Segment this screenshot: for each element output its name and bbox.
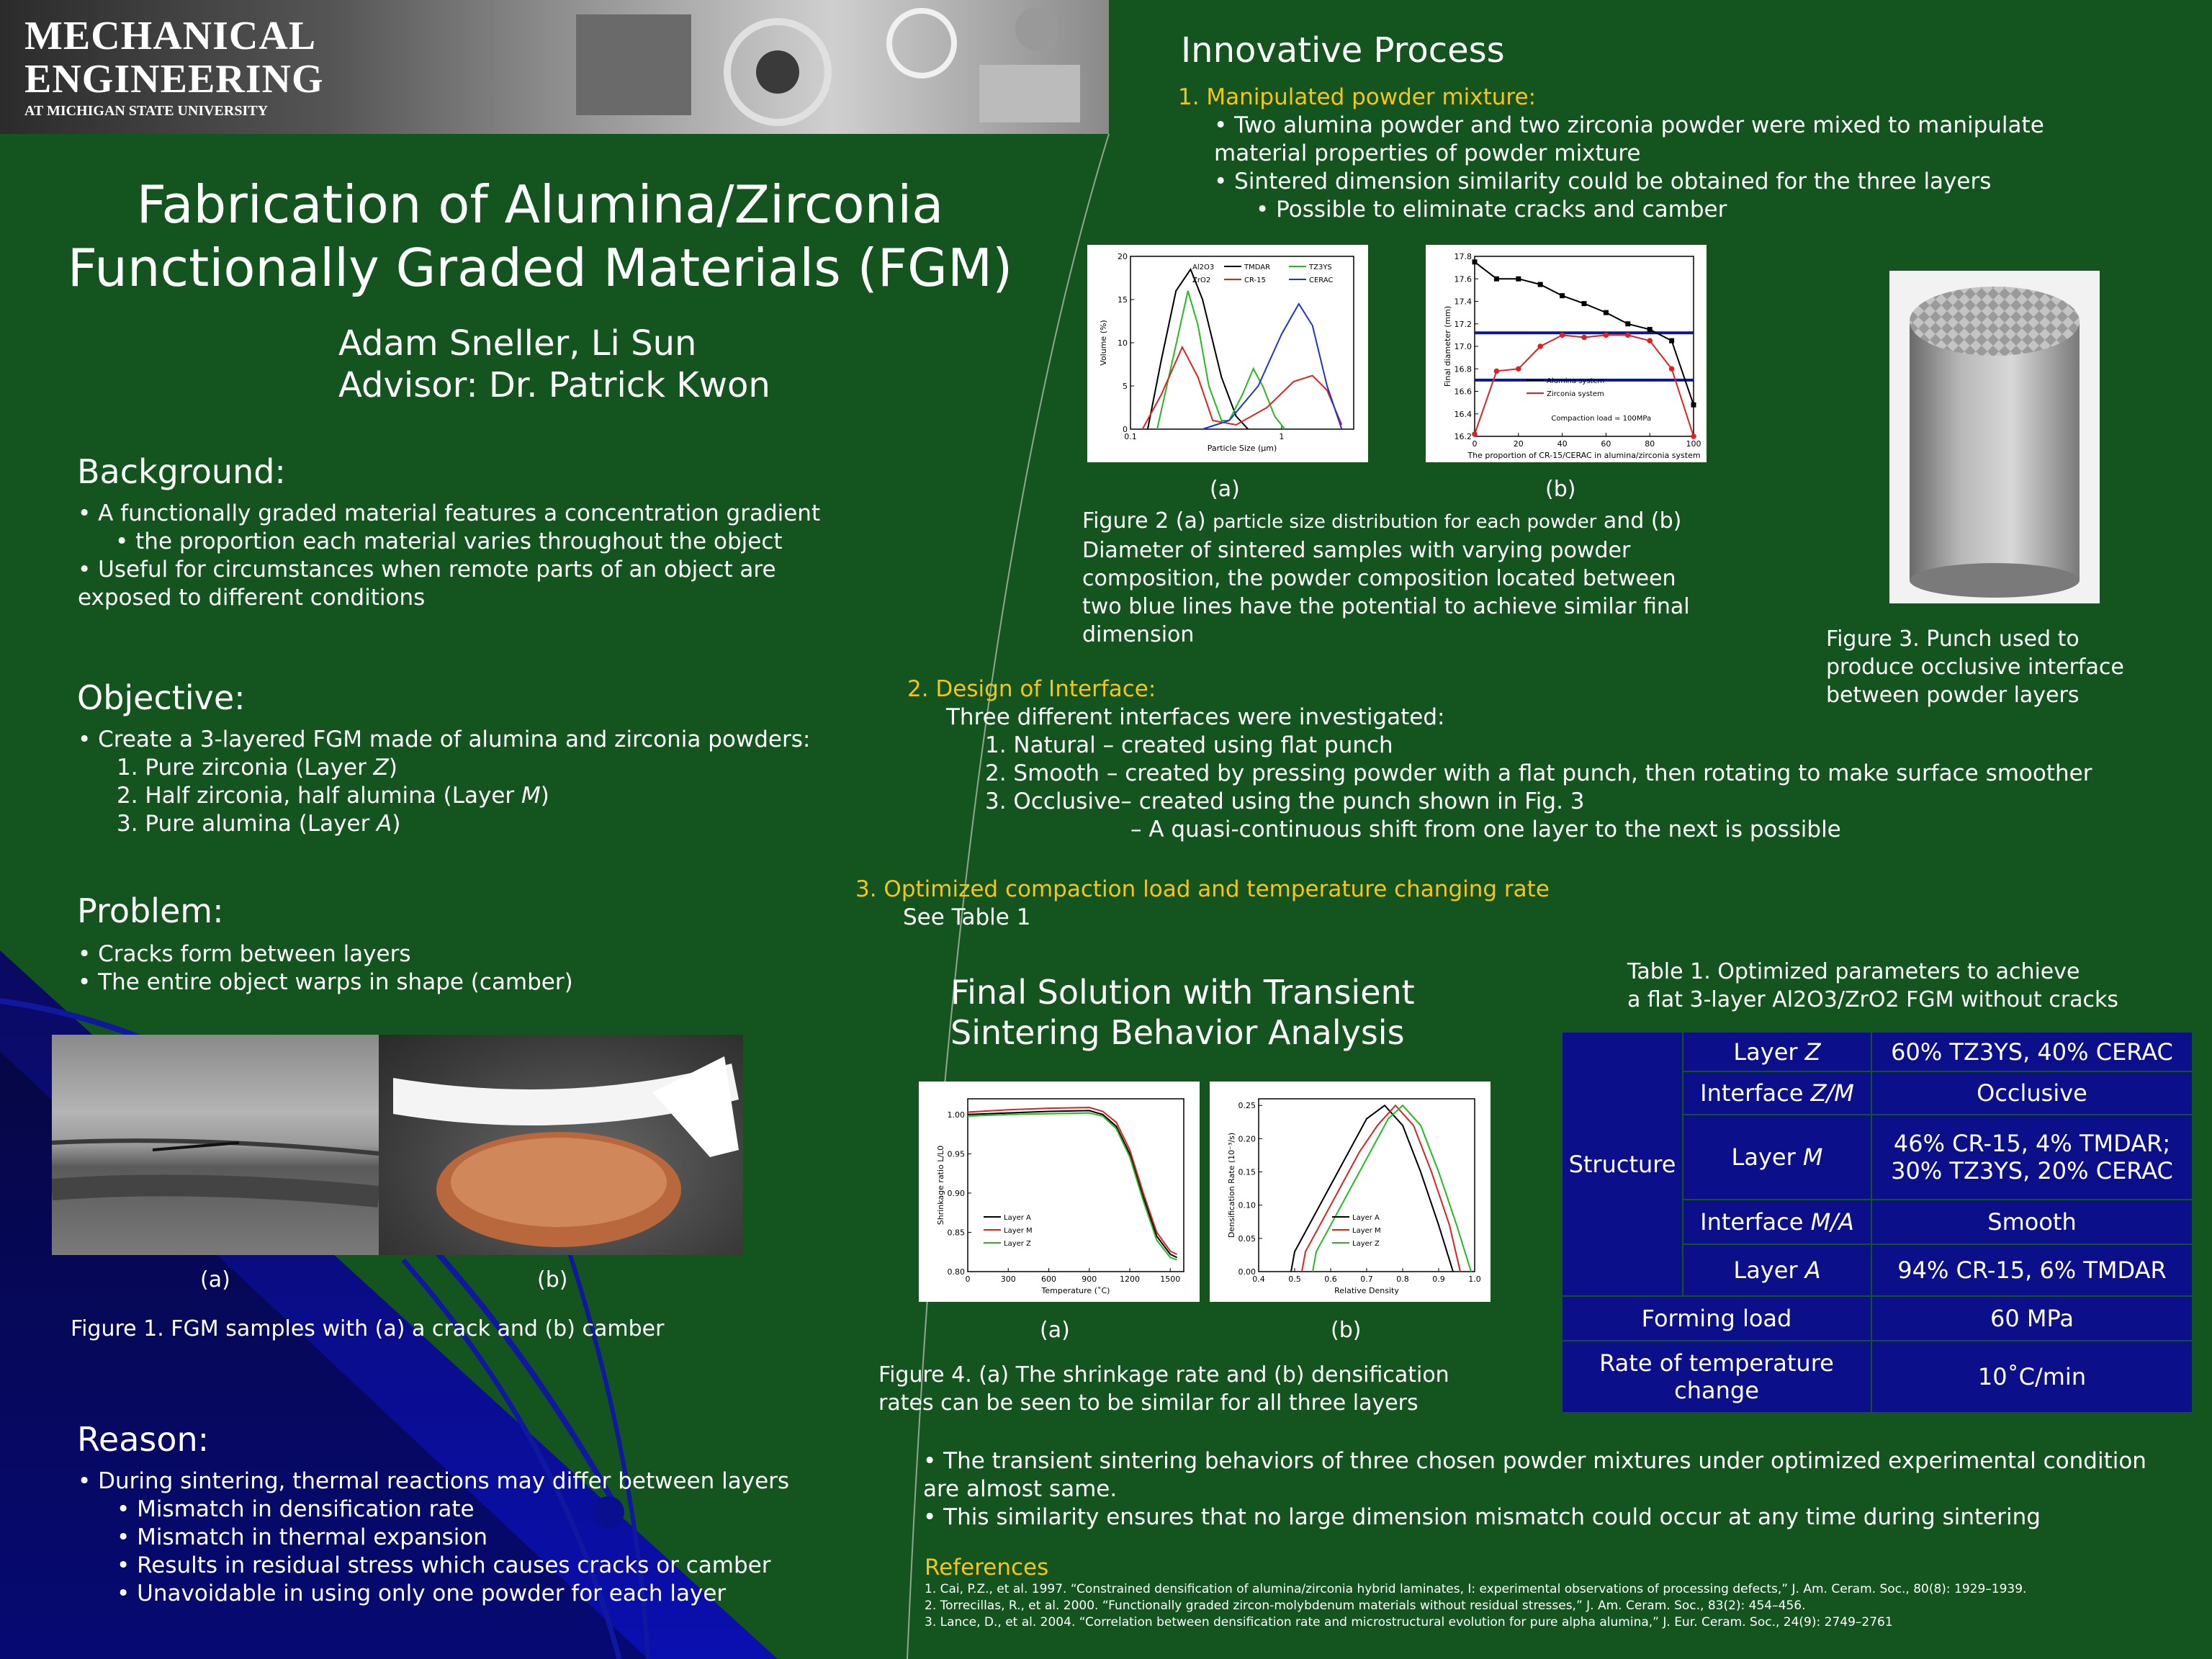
- optimized-see: See Table 1: [903, 904, 1031, 930]
- x-tick-label: 60: [1601, 439, 1611, 449]
- figure4a-svg: [919, 1082, 1200, 1302]
- legend-label: Layer Z: [1004, 1240, 1031, 1248]
- y-tick-label: 10: [1118, 338, 1128, 348]
- data-point: [1691, 433, 1696, 439]
- y-tick-label: 16.8: [1454, 364, 1472, 374]
- legend-group-label: Al2O3: [1192, 264, 1215, 271]
- table-row: Layer A 94% CR-15, 6% TMDAR: [1562, 1244, 2193, 1296]
- y-tick-label: 0.15: [1238, 1167, 1256, 1177]
- x-axis-label: Temperature (˚C): [1041, 1286, 1110, 1295]
- reference-2: 2. Torrecillas, R., et al. 2000. “Functionally graded zircon-molybdenum materials without residual stresses,” J. Am. Ceram. Soc., 83(2): 454–456.: [925, 1599, 1806, 1613]
- legend-label: Zirconia system: [1547, 390, 1604, 398]
- legend-label: Layer A: [1352, 1214, 1380, 1222]
- data-point: [1538, 282, 1543, 287]
- reason-bullet-1: • During sintering, thermal reactions may differ between layers: [78, 1468, 790, 1494]
- process-1-bullet-1: • Two alumina powder and two zirconia powder were mixed to manipulate: [1214, 112, 2044, 138]
- process-1-bullet-2: • Sintered dimension similarity could be obtained for the three layers: [1214, 168, 1992, 194]
- x-tick-label: 0.7: [1360, 1274, 1373, 1284]
- engine-image: [403, 0, 1109, 134]
- table-row: Rate of temperature change 10˚C/min: [1562, 1341, 2193, 1413]
- plot-frame: [1475, 256, 1694, 436]
- design-item-2: 2. Smooth – created by pressing powder with a flat punch, then rotating to make surface smoother: [985, 760, 2092, 786]
- y-tick-label: 0.00: [1238, 1267, 1256, 1277]
- background-bullet-1a: • the proportion each material varies throughout the object: [115, 529, 783, 554]
- legend-label: Layer Z: [1352, 1240, 1380, 1248]
- legend-label: Alumina system: [1547, 377, 1605, 385]
- data-point: [1582, 301, 1587, 306]
- design-section: [907, 675, 2092, 844]
- x-axis-label: The proportion of CR-15/CERAC in alumina/zirconia system: [1467, 451, 1701, 460]
- references: [925, 1554, 2026, 1631]
- title-line-1: Fabrication of Alumina/Zirconia: [136, 174, 944, 235]
- series-line-layer-z: [968, 1113, 1177, 1260]
- process-1-title: 1. Manipulated powder mixture:: [1178, 84, 1537, 110]
- process-1-bullet-3: • Possible to eliminate cracks and camber: [1256, 197, 1727, 222]
- reference-1: 1. Cai, P.Z., et al. 1997. “Constrained densification of alumina/zirconia hybrid laminates, I: experimental observations of processing defects,” J. Am. Ceram. Soc., 80(8): 1929–1939.: [925, 1582, 2027, 1596]
- structure-cell: Structure: [1562, 1032, 1683, 1296]
- author-names: Adam Sneller, Li Sun: [338, 323, 697, 364]
- figure2a-svg: [1087, 245, 1368, 462]
- y-axis-label: Volume (%): [1099, 320, 1108, 366]
- x-tick-label: 20: [1513, 439, 1524, 449]
- x-tick-label: 900: [1082, 1274, 1097, 1284]
- x-tick-label: 1200: [1120, 1274, 1140, 1284]
- y-tick-label: 0.10: [1238, 1200, 1256, 1210]
- logo-line-1: MECHANICAL: [24, 14, 317, 58]
- innovative-body: [1178, 84, 2044, 224]
- figure2b-svg: [1426, 245, 1707, 462]
- data-point: [1472, 431, 1478, 437]
- objective-bullet: • Create a 3-layered FGM made of alumina and zirconia powders:: [78, 727, 811, 752]
- background-bullet-2: • Useful for circumstances when remote parts of an object are: [78, 557, 776, 583]
- y-tick-label: 16.2: [1454, 432, 1472, 441]
- data-point: [1625, 321, 1630, 326]
- data-point: [1625, 333, 1631, 338]
- optimized-title: 3. Optimized compaction load and temperature changing rate: [855, 876, 1550, 902]
- background-body: [78, 500, 820, 612]
- figure1-label-b: (b): [537, 1267, 568, 1292]
- department-logo: [24, 16, 324, 118]
- y-axis-label: Final diameter (mm): [1443, 305, 1452, 387]
- y-tick-label: 0.95: [947, 1149, 965, 1159]
- data-point: [1647, 327, 1653, 332]
- title-line-2: Functionally Graded Materials (FGM): [67, 238, 1013, 298]
- data-point: [1647, 338, 1653, 343]
- x-tick-label: 40: [1557, 439, 1568, 449]
- legend-label: TMDAR: [1244, 264, 1271, 271]
- data-point: [1560, 333, 1565, 338]
- reason-body: [78, 1467, 789, 1608]
- series-line-layer-m: [968, 1107, 1177, 1254]
- x-tick-label: 1.0: [1468, 1274, 1481, 1284]
- final-heading: Final Solution with Transient Sintering Behavior Analysis: [950, 973, 1415, 1052]
- x-tick-label: 0: [1472, 439, 1478, 449]
- background-bullet-1: • A functionally graded material features a concentration gradient: [78, 500, 821, 526]
- x-tick-label: 1500: [1160, 1274, 1181, 1284]
- optimized-section: [855, 876, 1550, 932]
- figure1-caption: Figure 1. FGM samples with (a) a crack and (b) camber: [71, 1316, 665, 1341]
- x-axis-label: Relative Density: [1334, 1286, 1399, 1295]
- reference-3: 3. Lance, D., et al. 2004. “Correlation between densification rate and microstructural evolution for pure alpha alumina,” J. Eur. Ceram. Soc., 24(9): 2749–2761: [925, 1615, 1893, 1629]
- y-tick-label: 0.85: [947, 1228, 965, 1238]
- references-heading: References: [925, 1555, 1049, 1581]
- figure4-caption: Figure 4. (a) The shrinkage rate and (b) densification rates can be seen to be similar for all three layers: [878, 1362, 1449, 1416]
- figure4b-svg: [1210, 1082, 1491, 1302]
- logo-line-3: AT MICHIGAN STATE UNIVERSITY: [24, 103, 269, 119]
- y-tick-label: 0.80: [947, 1267, 965, 1277]
- chart-annotation: Compaction load = 100MPa: [1551, 415, 1652, 423]
- figure1-label-a: (a): [200, 1267, 230, 1292]
- innovative-heading: Innovative Process: [1181, 30, 1505, 71]
- figure3-punch-photo: [1889, 271, 2100, 603]
- data-point: [1669, 366, 1675, 372]
- reason-bullet-1a: • Mismatch in densification rate: [117, 1496, 475, 1522]
- parameters-table: [1561, 1031, 2193, 1413]
- figure4b-chart: [1210, 1082, 1491, 1302]
- conclusion-bullet-2: • This similarity ensures that no large dimension mismatch could occur at any time during sintering: [923, 1504, 2041, 1530]
- plot-frame: [968, 1099, 1184, 1272]
- x-tick-label: 600: [1041, 1274, 1056, 1284]
- y-tick-label: 17.8: [1454, 252, 1472, 261]
- reason-heading: Reason:: [77, 1420, 210, 1459]
- figure1b-camber-photo: [379, 1035, 743, 1255]
- data-point: [1691, 403, 1696, 408]
- y-tick-label: 16.6: [1454, 387, 1472, 397]
- objective-body: [78, 726, 810, 838]
- y-tick-label: 16.4: [1454, 409, 1472, 419]
- reason-bullet-1b: • Mismatch in thermal expansion: [117, 1524, 487, 1550]
- data-point: [1604, 333, 1609, 338]
- data-point: [1494, 369, 1500, 374]
- table-row: Structure Layer Z 60% TZ3YS, 40% CERAC: [1562, 1032, 2193, 1071]
- table-row: Interface Z/M Occlusive: [1562, 1071, 2193, 1115]
- objective-heading: Objective:: [77, 678, 246, 717]
- y-tick-label: 17.6: [1454, 274, 1472, 284]
- conclusion-bullet-1: • The transient sintering behaviors of three chosen powder mixtures under optimized experimental condition: [923, 1448, 2146, 1474]
- x-tick-label: 100: [1686, 439, 1701, 449]
- y-tick-label: 0.05: [1238, 1233, 1256, 1244]
- x-tick-label: 0.8: [1396, 1274, 1409, 1284]
- figure2-caption: Figure 2 (a) particle size distribution for each powder and (b) Diameter of sintered samples with varying powder composition, the powder composition located between two blue lines have the potential to achieve similar final dimension: [1082, 508, 1690, 647]
- x-tick-label: 1: [1279, 432, 1285, 441]
- table1-caption: Table 1. Optimized parameters to achieve a flat 3-layer Al2O3/ZrO2 FGM without cracks: [1627, 959, 2119, 1012]
- background-heading: Background:: [77, 452, 286, 491]
- data-point: [1537, 343, 1543, 349]
- figure4-label-a: (a): [1040, 1318, 1070, 1343]
- y-axis-label: Shrinkage ratio L/L0: [936, 1145, 945, 1226]
- figure3-caption: Figure 3. Punch used to produce occlusive interface between powder layers: [1826, 626, 2124, 708]
- data-point: [1560, 293, 1565, 298]
- legend-label: CERAC: [1309, 276, 1334, 284]
- problem-bullet-2: • The entire object warps in shape (camber): [78, 969, 573, 995]
- y-tick-label: 17.2: [1454, 319, 1472, 329]
- series-line-layer-z: [1313, 1105, 1471, 1272]
- authors: [338, 323, 770, 406]
- legend-label: TZ3YS: [1309, 264, 1332, 271]
- data-point: [1516, 276, 1521, 282]
- reason-bullet-1d: • Unavoidable in using only one powder for each layer: [117, 1581, 727, 1606]
- design-item-3: 3. Occlusive– created using the punch shown in Fig. 3: [985, 788, 1585, 814]
- figure2-label-a: (a): [1210, 477, 1240, 502]
- y-tick-label: 5: [1123, 382, 1128, 391]
- data-point: [1669, 338, 1674, 343]
- objective-item-1: 1. Pure zirconia (Layer Z): [117, 755, 398, 781]
- x-tick-label: 80: [1645, 439, 1655, 449]
- figure2b-chart: [1426, 245, 1707, 462]
- series-line-layer-m: [1302, 1105, 1460, 1272]
- table-row: Layer M 46% CR-15, 4% TMDAR; 30% TZ3YS, 20% CERAC: [1562, 1115, 2193, 1200]
- x-tick-label: 0.5: [1288, 1274, 1301, 1284]
- figure4a-chart: [919, 1082, 1200, 1302]
- problem-body: [78, 940, 573, 997]
- legend-label: Layer A: [1004, 1214, 1031, 1222]
- data-point: [1473, 259, 1478, 264]
- advisor: Advisor: Dr. Patrick Kwon: [338, 365, 770, 405]
- series-line-layer-a: [968, 1110, 1177, 1257]
- problem-heading: Problem:: [77, 891, 224, 930]
- figure4-label-b: (b): [1331, 1318, 1362, 1343]
- design-title: 2. Design of Interface:: [907, 676, 1156, 702]
- legend-label: CR-15: [1244, 276, 1266, 284]
- y-axis-label: Densification Rate (10⁻³/s): [1227, 1132, 1236, 1238]
- figure2-label-b: (b): [1545, 477, 1576, 502]
- x-tick-label: 0.9: [1432, 1274, 1445, 1284]
- objective-item-3: 3. Pure alumina (Layer A): [117, 811, 401, 837]
- table-row: Interface M/A Smooth: [1562, 1200, 2193, 1244]
- problem-bullet-1: • Cracks form between layers: [78, 941, 411, 967]
- data-point: [1516, 366, 1521, 372]
- y-tick-label: 1.00: [947, 1110, 965, 1120]
- x-tick-label: 0: [965, 1274, 971, 1284]
- logo-line-2: ENGINEERING: [24, 57, 324, 102]
- y-tick-label: 0.90: [947, 1188, 965, 1198]
- reason-bullet-1c: • Results in residual stress which causes cracks or camber: [117, 1552, 771, 1578]
- conclusion-bullet-1b: are almost same.: [923, 1476, 1118, 1502]
- conclusion: [923, 1447, 2146, 1532]
- y-tick-label: 17.0: [1454, 342, 1472, 351]
- legend-group-label: ZrO2: [1192, 276, 1211, 284]
- design-intro: Three different interfaces were investigated:: [946, 704, 1445, 730]
- background-bullet-2b: exposed to different conditions: [78, 585, 426, 611]
- x-tick-label: 0.4: [1252, 1274, 1265, 1284]
- figure1a-crack-photo: [52, 1035, 379, 1255]
- x-tick-label: 0.1: [1124, 432, 1137, 441]
- y-tick-label: 0: [1123, 425, 1128, 434]
- x-tick-label: 0.6: [1324, 1274, 1337, 1284]
- process-1-bullet-1b: material properties of powder mixture: [1214, 140, 1641, 166]
- legend-label: Layer M: [1352, 1227, 1381, 1235]
- design-item-3b: – A quasi-continuous shift from one layer to the next is possible: [1130, 817, 1841, 842]
- header-banner: [0, 0, 1109, 134]
- data-point: [1581, 335, 1587, 341]
- y-tick-label: 0.25: [1238, 1101, 1256, 1111]
- data-point: [1494, 276, 1499, 282]
- design-item-1: 1. Natural – created using flat punch: [985, 732, 1393, 758]
- x-tick-label: 300: [1000, 1274, 1016, 1284]
- table-row: Forming load 60 MPa: [1562, 1296, 2193, 1341]
- y-tick-label: 17.4: [1454, 297, 1472, 307]
- data-point: [1604, 310, 1609, 315]
- poster-title: [29, 173, 1051, 300]
- y-tick-label: 0.20: [1238, 1134, 1256, 1144]
- x-axis-label: Particle Size (µm): [1207, 444, 1277, 453]
- y-tick-label: 20: [1118, 252, 1128, 261]
- y-tick-label: 15: [1118, 295, 1128, 305]
- figure2a-chart: [1087, 245, 1368, 462]
- objective-item-2: 2. Half zirconia, half alumina (Layer M): [117, 783, 549, 809]
- legend-label: Layer M: [1004, 1227, 1033, 1235]
